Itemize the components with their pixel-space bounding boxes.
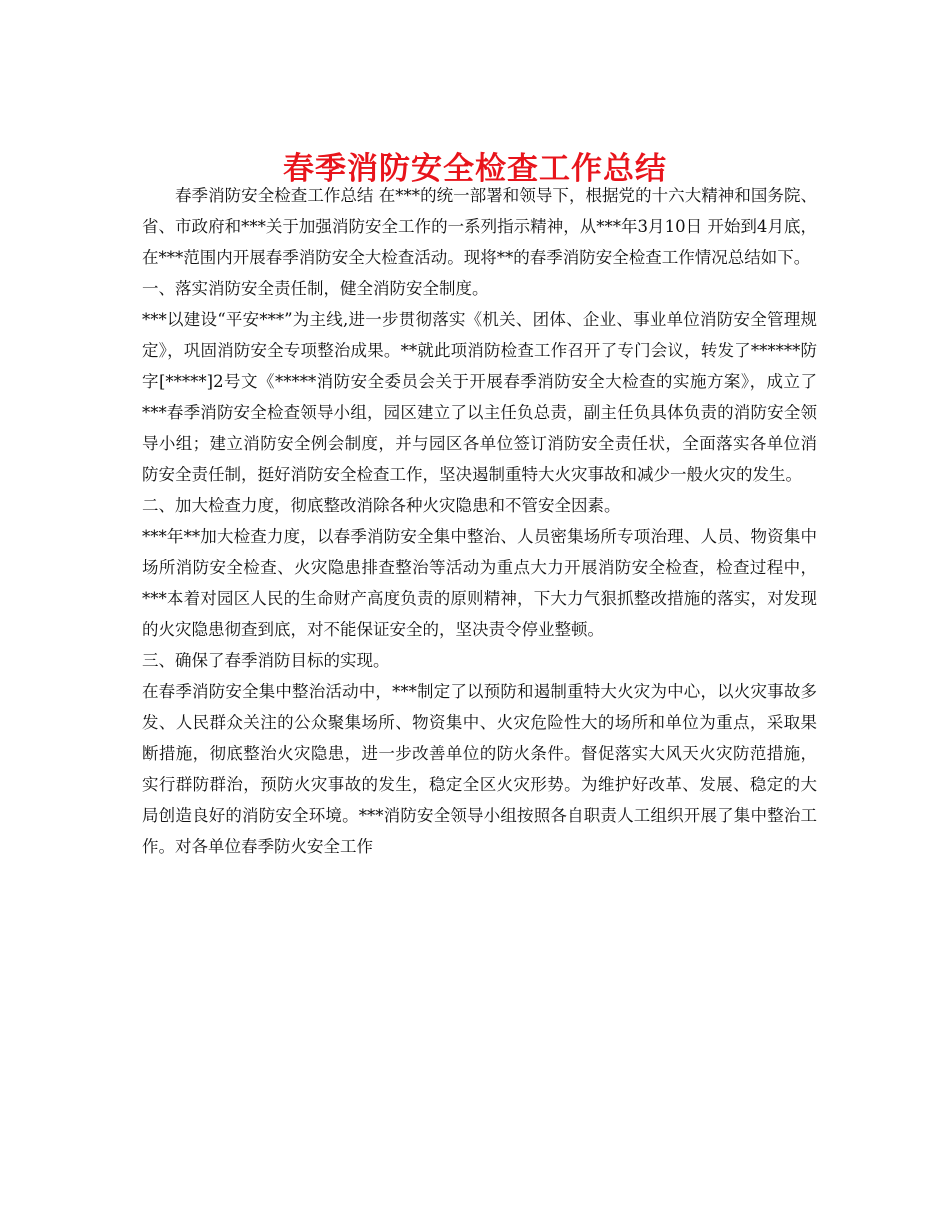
paragraph-section-3: 在春季消防安全集中整治活动中，***制定了以预防和遏制重特大火灾为中心，以火灾事故多发、人民群众关注的公众聚集场所、物资集中、火灾危险性大的场所和单位为重点，采取果断措施，彻底整治火灾隐患，进一步改善单位的防火条件。督促落实大风天火灾防范措施，实行群防群治，预防火灾事故的发生，稳定全区火灾形势。为维护好改革、发展、稳定的大局创造良好的消防安全环境。***消防安全领导小组按照各自职责人工组织开展了集中整治工作。对各单位春季防火安全工作: [142, 682, 817, 856]
section-heading-2: 二、加大检查力度，彻底整改消除各种火灾隐患和不管安全因素。: [142, 496, 621, 515]
paragraph-section-2: ***年**加大检查力度，以春季消防安全集中整治、人员密集场所专项治理、人员、物资集中场所消防安全检查、火灾隐患排查整治等活动为重点大力开展消防安全检查，检查过程中，***本着对园区人民的生命财产高度负责的原则精神，下大力气狠抓整改措施的落实，对发现的火灾隐患彻查到底，对不能保证安全的，坚决责令停业整顿。: [142, 527, 817, 639]
document-title: 春季消防安全检查工作总结: [283, 150, 667, 187]
section-heading-1: 一、落实消防安全责任制，健全消防安全制度。: [142, 279, 489, 298]
paragraph-intro: 春季消防安全检查工作总结 在***的统一部署和领导下，根据党的十六大精神和国务院、省、市政府和***关于加强消防安全工作的一系列指示精神，从***年3月10日 开始到4月底，在***范围内开展春季消防安全大检查活动。现将**的春季消防安全检查工作情况总结如下。: [142, 186, 817, 267]
section-heading-3: 三、确保了春季消防目标的实现。: [142, 651, 390, 670]
document-body: [142, 180, 817, 862]
paragraph-section-1: ***以建设“平安***”为主线,进一步贯彻落实《机关、团体、企业、事业单位消防安全管理规定》，巩固消防安全专项整治成果。**就此项消防检查工作召开了专门会议，转发了******防字[*****]2号文《*****消防安全委员会关于开展春季消防安全大检查的实施方案》，成立了***春季消防安全检查领导小组，园区建立了以主任负总责，副主任负具体负责的消防安全领导小组；建立消防安全例会制度，并与园区各单位签订消防安全责任状，全面落实各单位消防安全责任制，挺好消防安全检查工作，坚决遏制重特大火灾事故和减少一般火灾的发生。: [142, 310, 817, 484]
